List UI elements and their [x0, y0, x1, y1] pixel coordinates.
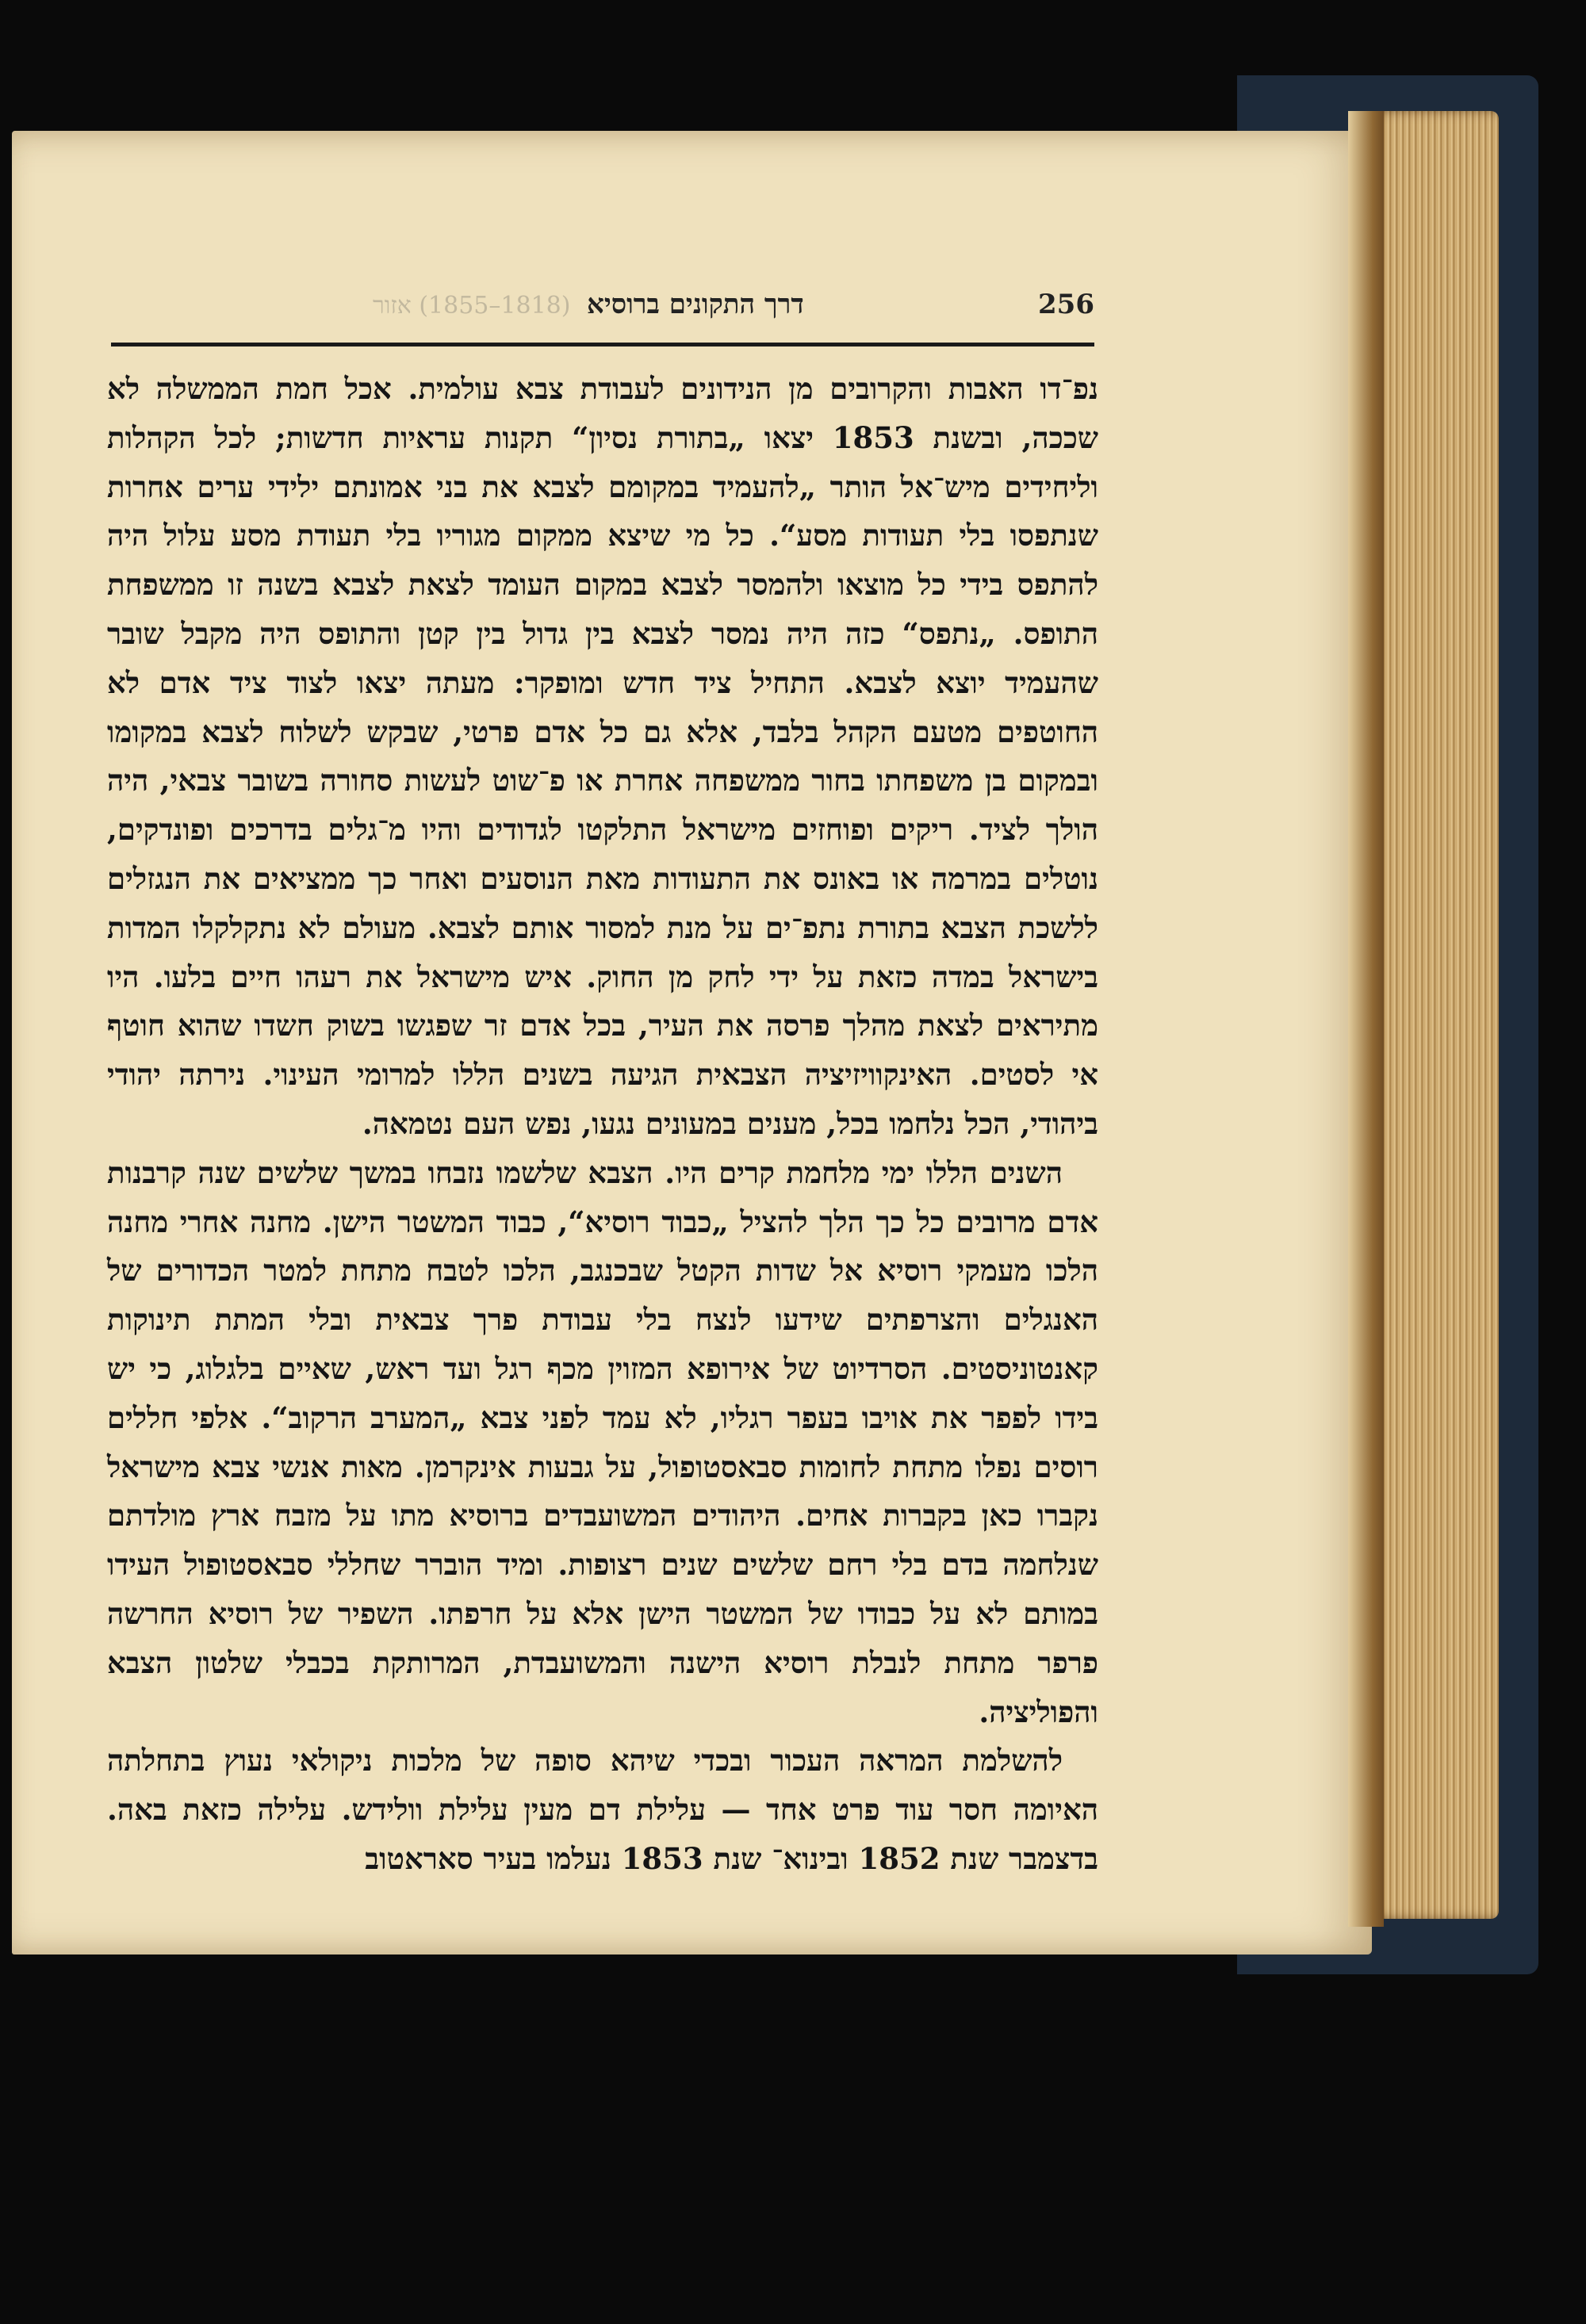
page-header	[111, 278, 1094, 333]
page-number: 256	[1038, 289, 1094, 320]
running-title: דרך התקונים ברוסיא	[587, 289, 804, 320]
paragraph: נפ־דו האבות והקרובים מן הנידונים לעבודת צבא עולמית. אכל חמת הממשלה לא שככה, ובשנת 1853 יצאו „בתורת נסיון“ תקנות עראיות חדשות; לכל הקהלות וליחידים מיש־אל הותר „להעמיד במקומם לצבא את בני אמונתם ילידי ערים אחרות שנתפסו בלי תעודות מסע“. כל מי שיצא ממקום מגוריו בלי תעודת מסע עלול היה להתפס בידי כל מוצאו ולהמסר לצבא במקום העומד לצאת לצבא בשנה זו ממשפחת התופס. „נתפס“ כזה היה נמסר לצבא בין גדול בין קטן והתופס היה מקבל שובר שהעמיד יוצא לצבא. התחיל ציד חדש ומופקר: מעתה יצאו לצוד ציד אדם לא החוטפים מטעם הקהל בלבד, אלא גם כל אדם פרטי, שבקש לשלוח לצבא במקומו ובמקום בן משפחתו בחור ממשפחה אחרת או פ־שוט לעשות סחורה בשובר צבאי, היה הולך לציד. ריקים ופוחזים מישראל התלקטו לגדודים והיו מ־גלים בדרכים ופונדקים, נוטלים במרמה או באונס את התעודות מאת הנוסעים ואחר כך ממציאים את הנגזלים ללשכת הצבא בתורת נתפ־ים על מנת למסור אותם לצבא. מעולם לא נתקלקלו המדות בישראל במדה כזאת על ידי לחק מן החוק. איש מישראל את רעהו חיים בלעו. היו מתיראים לצאת מהלך פרסה את העיר, בכל אדם זר שפגשו בשוק חשדו שהוא חוטף אי לסטים. האינקוויזיציה הצבאית הגיעה בשנים הללו למרומי העינוי. נירתה יהודי ביהודי, הכל נלחמו בכל, מענים במעונים נגעו, נפש העם נטמאה.	[107, 371, 1098, 1141]
show-through-text: (1818–1855) אזור	[373, 292, 571, 320]
paragraph: להשלמת המראה העכור ובכדי שיהא סופה של מלכות ניקולאי נעוץ בתחלתה האיומה חסר עוד פרט אחד — עלילת דם מעין עלילת וולידש. עלילה כזאת באה. בדצמבר שנת 1852 ובינוא־ שנת 1853 נעלמו בעיר סאראטוב	[107, 1743, 1098, 1876]
body-text	[107, 365, 1098, 1884]
page-gutter-shadow	[1348, 111, 1384, 1927]
header-rule	[111, 343, 1094, 346]
paragraph: השנים הללו ימי מלחמת קרים היו. הצבא שלשמו נזבחו במשך שלשים שנה קרבנות אדם מרובים כל כך הלך להציל „כבוד רוסיא“, כבוד המשטר הישן. מחנה אחרי מחנה הלכו מעמקי רוסיא אל שדות הקטל שבכנגב, הלכו לטבח מתחת למטר הכדורים של האנגלים והצרפתים שידעו לנצח בלי עבודת פרך צבאית ובלי המתת תינוקות קאנטוניסטים. הסרדיוט של אירופא המזוין מכף רגל ועד ראש, שאיים בלגלוג, כי יש בידו לפפר את אויבו בעפר רגליו, לא עמד לפני צבא „המערב הרקוב“. אלפי חללים רוסים נפלו מתחת לחומות סבאסטופול, על גבעות אינקרמן. מאות אנשי צבא מישראל נקברו כאן בקברות אחים. היהודים המשועבדים ברוסיא מתו על מזבח ארץ מולדתם שנלחמה בדם בלי רחם שלשים שנים רצופות. ומיד הוברר שחללי סבאסטופול העידו במותם לא על כבודו של המשטר הישן אלא על חרפתו. השפיר של רוסיא החרשה פרפר מתחת לנבלת רוסיא הישנה והמשועבדת, המרותקת בכבלי שלטון הצבא והפוליציה.	[107, 1154, 1098, 1729]
